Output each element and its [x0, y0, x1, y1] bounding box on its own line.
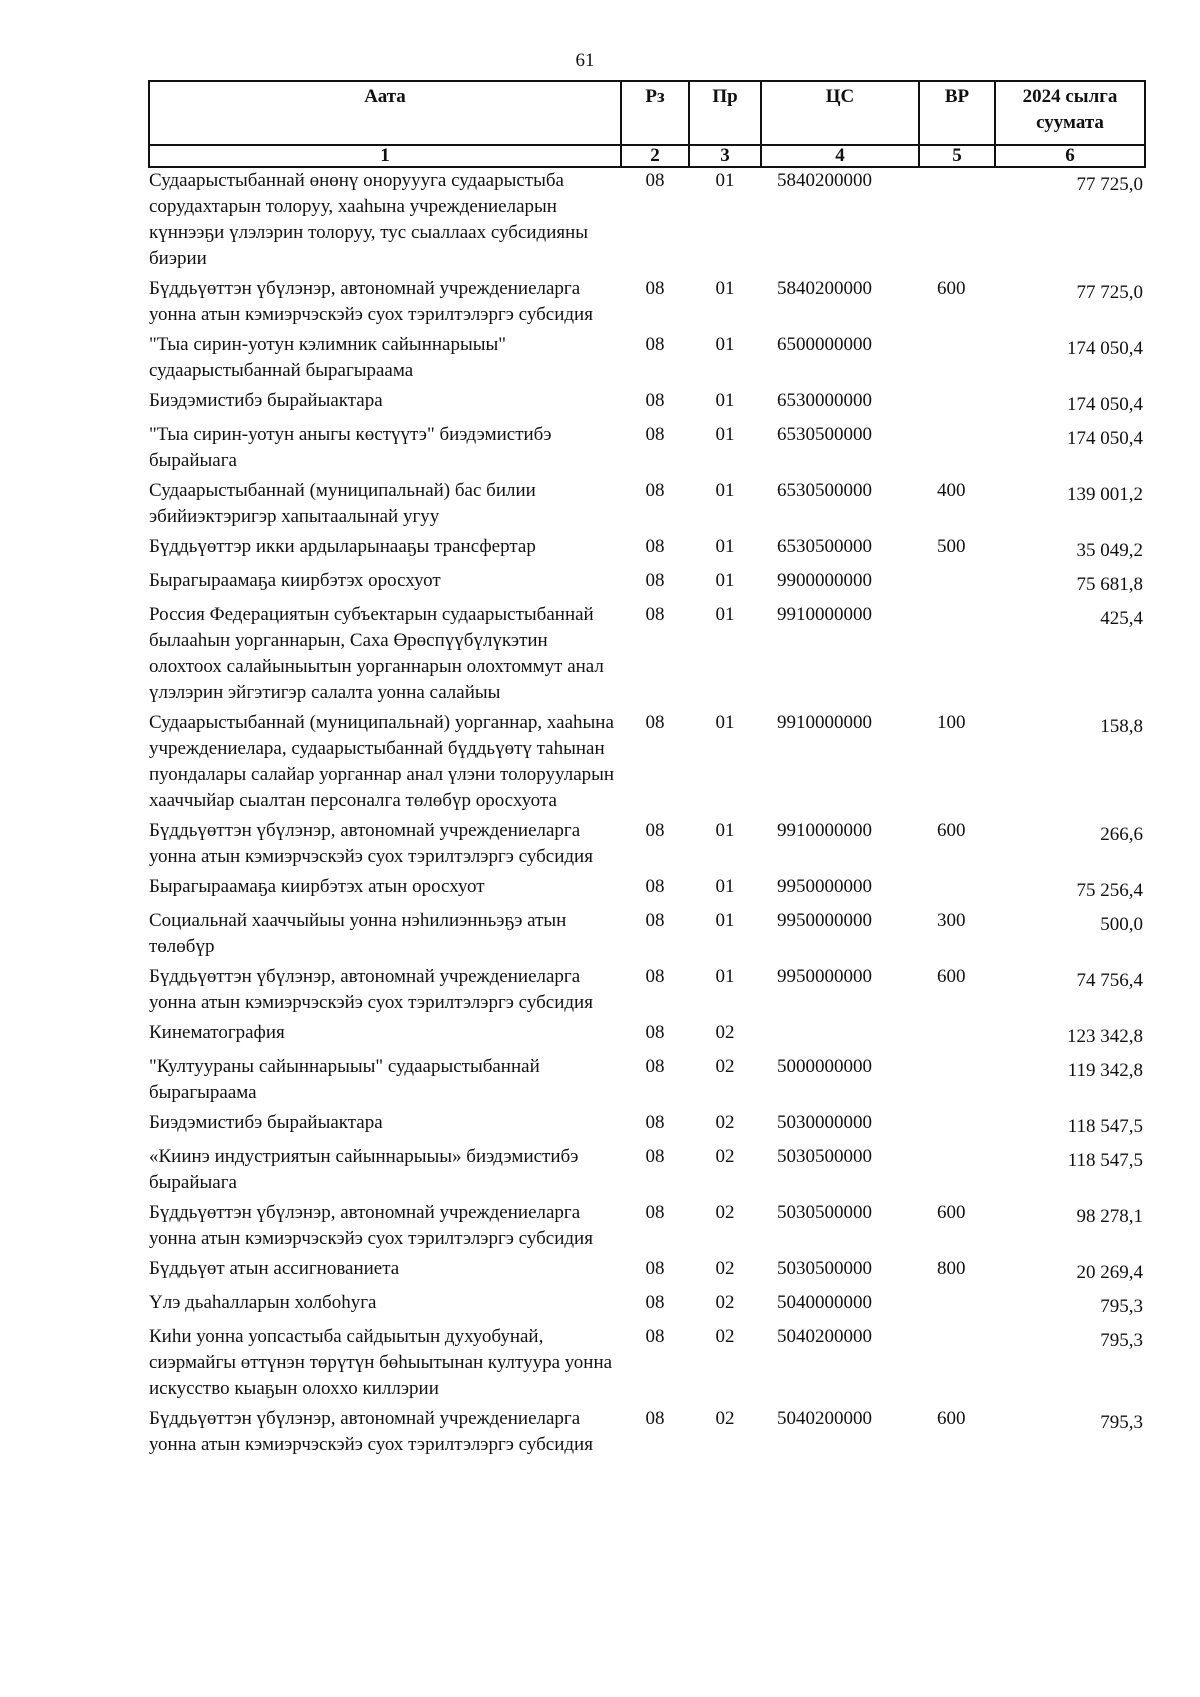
row-pr: 02: [715, 1292, 735, 1313]
row-pr: 01: [715, 876, 735, 897]
row-name: Үлэ дьаһалларын холбоһуга: [149, 1292, 377, 1313]
row-vr: [919, 602, 995, 710]
table-row: [149, 276, 1145, 332]
row-name: Киһи уонна уопсастыба сайдыытын духуобунай, сиэрмайгы өттүнэн төрүтүн бөһыытынан култуура уонна искусство кыаҕын олоххо киллэрии: [149, 1326, 613, 1399]
row-pr: 01: [715, 712, 735, 733]
table-row: [149, 167, 1145, 276]
table-row: [149, 1324, 1145, 1406]
column-number: 1: [149, 145, 621, 167]
table-row: [149, 1054, 1145, 1110]
column-number: 2: [621, 145, 689, 167]
column-number-row: [149, 145, 1145, 167]
row-sum-2024: 795,3: [1100, 1412, 1143, 1433]
row-cs: 9910000000: [777, 712, 872, 733]
row-cs: 9950000000: [777, 910, 872, 931]
row-sum-2024: 77 725,0: [1076, 282, 1143, 303]
row-sum-2024: 174 050,4: [1067, 394, 1143, 415]
row-sum-2024: 158,8: [1100, 716, 1143, 737]
header-sum-2024: 2024 сылга суумата: [995, 81, 1145, 145]
row-name: Судаарыстыбаннай (муниципальнай) бас билии эбийиэктэригэр хапытаалынай угуу: [149, 480, 536, 527]
row-rz: 08: [645, 1292, 665, 1313]
row-pr: 01: [715, 536, 735, 557]
row-name: "Тыа сирин-уотун кэлимник сайыннарыыы" судаарыстыбаннай бырагыраама: [149, 334, 507, 381]
header-vr: ВР: [919, 81, 995, 145]
row-sum-2024: 174 050,4: [1067, 338, 1143, 359]
row-rz: 08: [645, 334, 665, 355]
row-pr: 02: [715, 1022, 735, 1043]
table-row: [149, 478, 1145, 534]
column-number: 6: [995, 145, 1145, 167]
table-row: [149, 1406, 1145, 1462]
row-vr: 400: [937, 480, 966, 501]
row-pr: 01: [715, 170, 735, 191]
row-cs: 6530500000: [777, 536, 872, 557]
row-name: «Киинэ индустриятын сайыннарыыы» биэдэмистибэ бырайыага: [149, 1146, 579, 1193]
table-header-row: [149, 81, 1145, 145]
table-row: [149, 534, 1145, 568]
row-name: Бүддьүөттэн үбүлэнэр, автономнай учреждениеларга уонна атын кэмиэрчэскэйэ суох тэрилтэлэргэ субсидия: [149, 278, 593, 325]
row-cs: 5030500000: [777, 1202, 872, 1223]
row-pr: 01: [715, 278, 735, 299]
row-rz: 08: [645, 604, 665, 625]
row-pr: 02: [715, 1258, 735, 1279]
row-pr: 01: [715, 334, 735, 355]
row-cs: [761, 1020, 919, 1054]
row-pr: 02: [715, 1112, 735, 1133]
row-cs: 9910000000: [777, 820, 872, 841]
row-rz: 08: [645, 1408, 665, 1429]
row-cs: 5840200000: [777, 278, 872, 299]
row-cs: 5040200000: [777, 1326, 872, 1347]
row-pr: 02: [715, 1146, 735, 1167]
header-rz: Рз: [621, 81, 689, 145]
column-number: 3: [689, 145, 761, 167]
row-vr: [919, 568, 995, 602]
row-name: Россия Федерациятын субъектарын судаарыстыбаннай былааһын уорганнарын, Саха Өрөспүүбүлүкэтин олохтоох салайыныытын уорганнарын олохтоммут анал үлэлэрин эйгэтигэр салалта уонна салайыы: [149, 604, 604, 703]
row-sum-2024: 118 547,5: [1067, 1116, 1143, 1137]
row-vr: 300: [937, 910, 966, 931]
row-vr: 600: [937, 278, 966, 299]
row-vr: [919, 1020, 995, 1054]
row-pr: 02: [715, 1056, 735, 1077]
row-name: Бүддьүөттэр икки ардыларынааҕы трансфертар: [149, 536, 536, 557]
row-pr: 02: [715, 1408, 735, 1429]
table-row: [149, 1110, 1145, 1144]
table-row: [149, 568, 1145, 602]
row-sum-2024: 77 725,0: [1076, 174, 1143, 195]
row-vr: [919, 422, 995, 478]
page-number: 61: [575, 50, 595, 71]
row-cs: 5000000000: [777, 1056, 872, 1077]
row-sum-2024: 425,4: [1100, 608, 1143, 629]
row-vr: [919, 1144, 995, 1200]
row-pr: 01: [715, 570, 735, 591]
row-rz: 08: [645, 570, 665, 591]
row-rz: 08: [645, 1056, 665, 1077]
table-row: [149, 1290, 1145, 1324]
row-name: Судаарыстыбаннай (муниципальнай) уорганнар, хааһына учреждениелара, судаарыстыбаннай бүддьүөтү таһынан пуондалары салайар уорганнар анал үлэни толорууларын хааччыйар сыалтан персоналга төлөбүр оросхуота: [149, 712, 615, 811]
table-row: [149, 1200, 1145, 1256]
column-number: 5: [919, 145, 995, 167]
table-row: [149, 1256, 1145, 1290]
row-name: "Тыа сирин-уотун аныгы көстүүтэ" биэдэмистибэ бырайыага: [149, 424, 552, 471]
row-rz: 08: [645, 966, 665, 987]
row-name: Судаарыстыбаннай өнөнү оноруууга судаарыстыба сорудахтарын толоруу, хааһына учреждениеларын күннээҕи үлэлэрин толоруу, тус сыаллаах субсидияны биэрии: [149, 170, 589, 269]
table-row: [149, 1144, 1145, 1200]
header-cs: ЦС: [761, 81, 919, 145]
row-sum-2024: 795,3: [1100, 1330, 1143, 1351]
row-sum-2024: 74 756,4: [1076, 970, 1143, 991]
row-vr: 600: [937, 1408, 966, 1429]
row-vr: 800: [937, 1258, 966, 1279]
row-name: Биэдэмистибэ бырайыактара: [149, 1112, 383, 1133]
row-sum-2024: 139 001,2: [1067, 484, 1143, 505]
row-sum-2024: 75 681,8: [1076, 574, 1143, 595]
table-row: [149, 602, 1145, 710]
row-name: Биэдэмистибэ бырайыактара: [149, 390, 383, 411]
row-sum-2024: 118 547,5: [1067, 1150, 1143, 1171]
row-cs: 5030500000: [777, 1146, 872, 1167]
row-name: Бүддьүөттэн үбүлэнэр, автономнай учреждениеларга уонна атын кэмиэрчэскэйэ суох тэрилтэлэргэ субсидия: [149, 1202, 593, 1249]
row-rz: 08: [645, 1326, 665, 1347]
row-cs: 9950000000: [777, 876, 872, 897]
row-cs: 6530500000: [777, 480, 872, 501]
row-name: "Култуураны сайыннарыыы" судаарыстыбаннай бырагыраама: [149, 1056, 540, 1103]
header-name: Аата: [149, 81, 621, 145]
row-vr: [919, 1110, 995, 1144]
row-rz: 08: [645, 910, 665, 931]
row-vr: [919, 1324, 995, 1406]
row-rz: 08: [645, 424, 665, 445]
header-pr: Пр: [689, 81, 761, 145]
row-sum-2024: 795,3: [1100, 1296, 1143, 1317]
row-name: Бүддьүөт атын ассигнованиета: [149, 1258, 400, 1279]
row-rz: 08: [645, 1258, 665, 1279]
row-pr: 01: [715, 604, 735, 625]
row-cs: 6530000000: [777, 390, 872, 411]
row-vr: [919, 332, 995, 388]
row-cs: 5030000000: [777, 1112, 872, 1133]
row-cs: 6530500000: [777, 424, 872, 445]
row-pr: 02: [715, 1202, 735, 1223]
row-name: Социальнай хааччыйыы уонна нэһилиэнньэҕэ атын төлөбүр: [149, 910, 567, 957]
row-vr: 600: [937, 966, 966, 987]
row-pr: 01: [715, 390, 735, 411]
row-rz: 08: [645, 1202, 665, 1223]
row-cs: 5030500000: [777, 1258, 872, 1279]
table-row: [149, 332, 1145, 388]
row-vr: [919, 388, 995, 422]
row-vr: [919, 167, 995, 276]
row-cs: 9950000000: [777, 966, 872, 987]
table-row: [149, 422, 1145, 478]
table-row: [149, 908, 1145, 964]
table-row: [149, 818, 1145, 874]
row-sum-2024: 174 050,4: [1067, 428, 1143, 449]
row-sum-2024: 119 342,8: [1067, 1060, 1143, 1081]
row-vr: [919, 1290, 995, 1324]
row-rz: 08: [645, 1112, 665, 1133]
row-rz: 08: [645, 1022, 665, 1043]
row-cs: 5040000000: [777, 1292, 872, 1313]
row-sum-2024: 123 342,8: [1067, 1026, 1143, 1047]
table-row: [149, 1020, 1145, 1054]
budget-table: [148, 80, 1146, 1462]
row-rz: 08: [645, 278, 665, 299]
row-sum-2024: 20 269,4: [1076, 1262, 1143, 1283]
row-name: Бүддьүөттэн үбүлэнэр, автономнай учреждениеларга уонна атын кэмиэрчэскэйэ суох тэрилтэлэргэ субсидия: [149, 820, 593, 867]
row-sum-2024: 500,0: [1100, 914, 1143, 935]
row-name: Бырагыраамаҕа киирбэтэх атын оросхуот: [149, 876, 485, 897]
row-vr: [919, 874, 995, 908]
table-body: [149, 167, 1145, 1462]
row-rz: 08: [645, 480, 665, 501]
row-cs: 9910000000: [777, 604, 872, 625]
row-rz: 08: [645, 390, 665, 411]
row-cs: 5040200000: [777, 1408, 872, 1429]
row-cs: 9900000000: [777, 570, 872, 591]
row-pr: 01: [715, 480, 735, 501]
row-rz: 08: [645, 170, 665, 191]
row-sum-2024: 266,6: [1100, 824, 1143, 845]
row-vr: [919, 1054, 995, 1110]
row-cs: 6500000000: [777, 334, 872, 355]
table-row: [149, 874, 1145, 908]
row-rz: 08: [645, 876, 665, 897]
table-row: [149, 710, 1145, 818]
row-name: Бырагыраамаҕа киирбэтэх оросхуот: [149, 570, 441, 591]
row-pr: 01: [715, 966, 735, 987]
row-rz: 08: [645, 1146, 665, 1167]
row-name: Бүддьүөттэн үбүлэнэр, автономнай учреждениеларга уонна атын кэмиэрчэскэйэ суох тэрилтэлэргэ субсидия: [149, 1408, 593, 1455]
row-pr: 01: [715, 424, 735, 445]
row-rz: 08: [645, 712, 665, 733]
row-rz: 08: [645, 536, 665, 557]
row-cs: 5840200000: [777, 170, 872, 191]
row-pr: 01: [715, 910, 735, 931]
row-sum-2024: 75 256,4: [1076, 880, 1143, 901]
row-vr: 100: [937, 712, 966, 733]
column-number: 4: [761, 145, 919, 167]
row-name: Кинематография: [149, 1022, 285, 1043]
row-name: Бүддьүөттэн үбүлэнэр, автономнай учреждениеларга уонна атын кэмиэрчэскэйэ суох тэрилтэлэргэ субсидия: [149, 966, 593, 1013]
table-row: [149, 388, 1145, 422]
row-vr: 600: [937, 1202, 966, 1223]
row-vr: 500: [937, 536, 966, 557]
row-sum-2024: 98 278,1: [1076, 1206, 1143, 1227]
row-pr: 02: [715, 1326, 735, 1347]
row-rz: 08: [645, 820, 665, 841]
row-sum-2024: 35 049,2: [1076, 540, 1143, 561]
table-row: [149, 964, 1145, 1020]
row-pr: 01: [715, 820, 735, 841]
row-vr: 600: [937, 820, 966, 841]
